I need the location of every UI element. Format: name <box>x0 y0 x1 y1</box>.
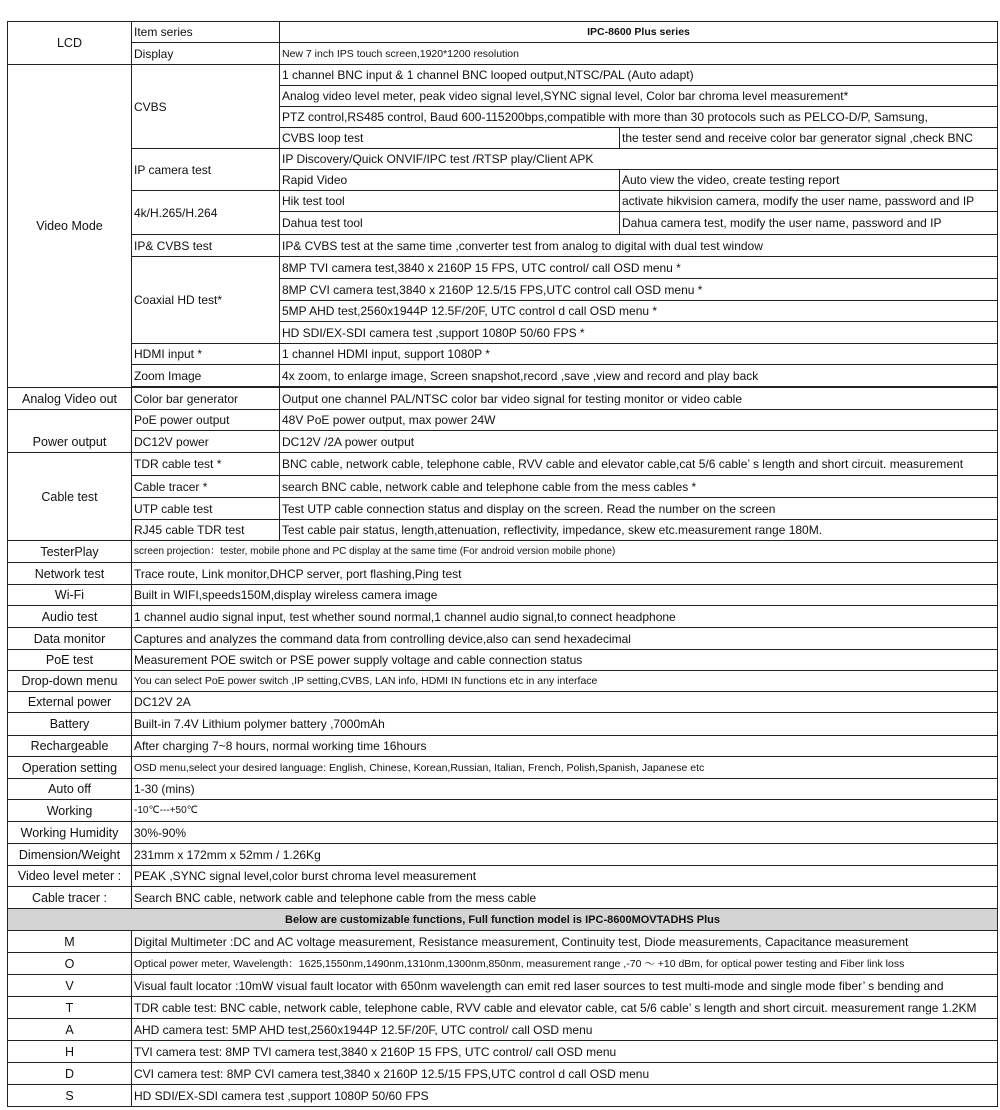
table-row <box>8 585 998 606</box>
table-row <box>8 1085 998 1107</box>
row-category: Battery <box>8 713 132 736</box>
option-code: S <box>8 1085 132 1107</box>
row-label: DC12V power <box>132 431 280 453</box>
row-label: Dahua test tool <box>280 212 620 235</box>
row-value: 30%-90% <box>132 822 998 844</box>
row-value: 1 channel BNC input & 1 channel BNC looped output,NTSC/PAL (Auto adapt) <box>280 65 998 86</box>
row-value: After charging 7~8 hours, normal working time 16hours <box>132 736 998 757</box>
table-row <box>8 606 998 628</box>
row-value: Output one channel PAL/NTSC color bar video signal for testing monitor or video cable <box>280 388 998 410</box>
row-category: Rechargeable <box>8 736 132 757</box>
table-row <box>8 65 998 86</box>
row-label: Color bar generator <box>132 388 280 410</box>
row-value: HD SDI/EX-SDI camera test ,support 1080P 50/60 FPS <box>132 1085 998 1107</box>
row-value: TVI camera test: 8MP TVI camera test,3840 x 2160P 15 FPS, UTC control/ call OSD menu <box>132 1041 998 1063</box>
table-row <box>8 257 998 279</box>
table-row <box>8 757 998 779</box>
table-row <box>8 431 998 453</box>
row-value: Built-in 7.4V Lithium polymer battery ,7000mAh <box>132 713 998 736</box>
row-label: PoE power output <box>132 410 280 431</box>
table-row <box>8 410 998 431</box>
table-row <box>8 822 998 844</box>
row-value: Auto view the video, create testing report <box>620 170 998 191</box>
table-row <box>8 43 998 65</box>
table-row <box>8 1019 998 1041</box>
row-category: TesterPlay <box>8 541 132 563</box>
table-row <box>8 563 998 585</box>
row-value: Visual fault locator :10mW visual fault locator with 650nm wavelength can emit red laser sources to test multi-mode and single mode fiber’ s bending and <box>132 975 998 997</box>
row-value: activate hikvision camera, modify the user name, password and IP <box>620 191 998 212</box>
row-value: 5MP AHD test,2560x1944P 12.5F/20F, UTC control d call OSD menu * <box>280 301 998 322</box>
row-value: DC12V 2A <box>132 692 998 713</box>
table-row <box>8 779 998 800</box>
table-row <box>8 191 998 212</box>
row-label: IP& CVBS test <box>132 235 280 257</box>
table-row <box>8 520 998 541</box>
row-category: External power <box>8 692 132 713</box>
option-code: V <box>8 975 132 997</box>
row-value: Measurement POE switch or PSE power supply voltage and cable connection status <box>132 650 998 671</box>
row-value: IP& CVBS test at the same time ,converter test from analog to digital with dual test window <box>280 235 998 257</box>
row-label: 4k/H.265/H.264 <box>132 191 280 235</box>
row-category: Working Humidity <box>8 822 132 844</box>
category-cable-test: Cable test <box>8 453 132 541</box>
row-category: Network test <box>8 563 132 585</box>
row-value: TDR cable test: BNC cable, network cable, telephone cable, RVV cable and elevator cable, cat 5/6 cable’ s length and short circuit. measurement range 1.2KM <box>132 997 998 1019</box>
row-value: Dahua camera test, modify the user name, password and IP <box>620 212 998 235</box>
option-code: O <box>8 953 132 975</box>
table-row <box>8 476 998 498</box>
row-label: Zoom Image <box>132 365 280 387</box>
row-category: Wi-Fi <box>8 585 132 606</box>
row-category: Drop-down menu <box>8 671 132 692</box>
table-row <box>8 22 998 43</box>
row-category: Working <box>8 800 132 822</box>
table-row <box>8 235 998 257</box>
row-value: IP Discovery/Quick ONVIF/IPC test /RTSP play/Client APK <box>280 149 998 170</box>
table-row <box>8 388 998 410</box>
category-analog-video-out: Analog Video out <box>8 388 132 410</box>
option-code: D <box>8 1063 132 1085</box>
row-value: Digital Multimeter :DC and AC voltage measurement, Resistance measurement, Continuity test, Diode measurements, Capacitance measurement <box>132 931 998 953</box>
row-value: CVI camera test: 8MP CVI camera test,3840 x 2160P 12.5/15 FPS,UTC control d call OSD menu <box>132 1063 998 1085</box>
row-label: TDR cable test * <box>132 453 280 476</box>
category-lcd: LCD <box>8 22 132 65</box>
row-label: Coaxial HD test* <box>132 257 280 344</box>
row-label: IP camera test <box>132 149 280 191</box>
row-value: 48V PoE power output, max power 24W <box>280 410 998 431</box>
row-category: Audio test <box>8 606 132 628</box>
row-category: Auto off <box>8 779 132 800</box>
row-value: search BNC cable, network cable and telephone cable from the mess cables * <box>280 476 998 498</box>
option-code: A <box>8 1019 132 1041</box>
table-row <box>8 975 998 997</box>
table-row <box>8 149 998 170</box>
row-value: AHD camera test: 5MP AHD test,2560x1944P 12.5F/20F, UTC control/ call OSD menu <box>132 1019 998 1041</box>
row-value: 1 channel HDMI input, support 1080P * <box>280 344 998 365</box>
category-video-mode: Video Mode <box>8 65 132 388</box>
table-row <box>8 671 998 692</box>
option-code: H <box>8 1041 132 1063</box>
table-row <box>8 887 998 909</box>
table-row <box>8 844 998 866</box>
row-value: 1 channel audio signal input, test whether sound normal,1 channel audio signal,to connect headphone <box>132 606 998 628</box>
table-row <box>8 541 998 563</box>
option-code: M <box>8 931 132 953</box>
row-label: Display <box>132 43 280 65</box>
row-value: Built in WIFI,speeds150M,display wireless camera image <box>132 585 998 606</box>
row-category: Operation setting <box>8 757 132 779</box>
category-power-output: Power output <box>8 410 132 453</box>
row-value: OSD menu,select your desired language: English, Chinese, Korean,Russian, Italian, French, Polish,Spanish, Japanese etc <box>132 757 998 779</box>
row-value: 231mm x 172mm x 52mm / 1.26Kg <box>132 844 998 866</box>
row-category: Video level meter : <box>8 866 132 887</box>
row-value: Optical power meter, Wavelength：1625,1550nm,1490nm,1310nm,1300nm,850nm, measurement range ,-70 ～ +10 dBm, for optical power testing and Fiber link loss <box>132 953 998 975</box>
row-label: Cable tracer * <box>132 476 280 498</box>
row-value: 4x zoom, to enlarge image, Screen snapshot,record ,save ,view and record and play back <box>280 365 998 387</box>
row-value: PEAK ,SYNC signal level,color burst chroma level measurement <box>132 866 998 887</box>
row-value: You can select PoE power switch ,IP setting,CVBS, LAN info, HDMI IN functions etc in any interface <box>132 671 998 692</box>
table-row <box>8 1041 998 1063</box>
table-row <box>8 628 998 650</box>
row-value: HD SDI/EX-SDI camera test ,support 1080P 50/60 FPS * <box>280 322 998 344</box>
table-row <box>8 365 998 387</box>
row-category: Cable tracer : <box>8 887 132 909</box>
table-row <box>8 800 998 822</box>
row-category: Data monitor <box>8 628 132 650</box>
table-row <box>8 909 998 931</box>
table-row <box>8 650 998 671</box>
row-value: -10℃---+50℃ <box>132 800 998 822</box>
row-value: 1-30 (mins) <box>132 779 998 800</box>
row-value: the tester send and receive color bar generator signal ,check BNC <box>620 128 998 149</box>
table-row <box>8 953 998 975</box>
row-label: CVBS <box>132 65 280 149</box>
row-label: RJ45 cable TDR test <box>132 520 280 541</box>
row-value: Trace route, Link monitor,DHCP server, port flashing,Ping test <box>132 563 998 585</box>
row-value: screen projection：tester, mobile phone and PC display at the same time (For android version mobile phone) <box>132 541 998 563</box>
row-value: PTZ control,RS485 control, Baud 600-115200bps,compatible with more than 30 protocols such as PELCO-D/P, Samsung, <box>280 107 998 128</box>
row-category: Dimension/Weight <box>8 844 132 866</box>
row-value: New 7 inch IPS touch screen,1920*1200 resolution <box>280 43 998 65</box>
table-row <box>8 997 998 1019</box>
spec-table <box>7 21 998 1107</box>
row-value: Captures and analyzes the command data from controlling device,also can send hexadecimal <box>132 628 998 650</box>
table-row <box>8 713 998 736</box>
row-category: PoE test <box>8 650 132 671</box>
table-row <box>8 736 998 757</box>
row-label: CVBS loop test <box>280 128 620 149</box>
row-value: BNC cable, network cable, telephone cable, RVV cable and elevator cable,cat 5/6 cable’ s length and short circuit. measurement <box>280 453 998 476</box>
option-code: T <box>8 997 132 1019</box>
table-row <box>8 866 998 887</box>
row-value: 8MP TVI camera test,3840 x 2160P 15 FPS, UTC control/ call OSD menu * <box>280 257 998 279</box>
row-value: DC12V /2A power output <box>280 431 998 453</box>
table-row <box>8 931 998 953</box>
table-row <box>8 1063 998 1085</box>
customizable-functions-band: Below are customizable functions, Full function model is IPC-8600MOVTADHS Plus <box>8 909 998 931</box>
row-value: Test cable pair status, length,attenuation, reflectivity, impedance, skew etc.measurement range 180M. <box>280 520 998 541</box>
row-value: 8MP CVI camera test,3840 x 2160P 12.5/15 FPS,UTC control call OSD menu * <box>280 279 998 301</box>
row-value: Analog video level meter, peak video signal level,SYNC signal level, Color bar chroma level measurement* <box>280 86 998 107</box>
row-label: Rapid Video <box>280 170 620 191</box>
table-row <box>8 692 998 713</box>
row-value: Test UTP cable connection status and display on the screen. Read the number on the screen <box>280 498 998 520</box>
row-label: UTP cable test <box>132 498 280 520</box>
row-label: HDMI input * <box>132 344 280 365</box>
series-header: IPC-8600 Plus series <box>280 22 998 43</box>
row-label: Hik test tool <box>280 191 620 212</box>
table-row <box>8 498 998 520</box>
row-label: Item series <box>132 22 280 43</box>
row-value: Search BNC cable, network cable and telephone cable from the mess cable <box>132 887 998 909</box>
table-row <box>8 453 998 476</box>
table-row <box>8 344 998 365</box>
